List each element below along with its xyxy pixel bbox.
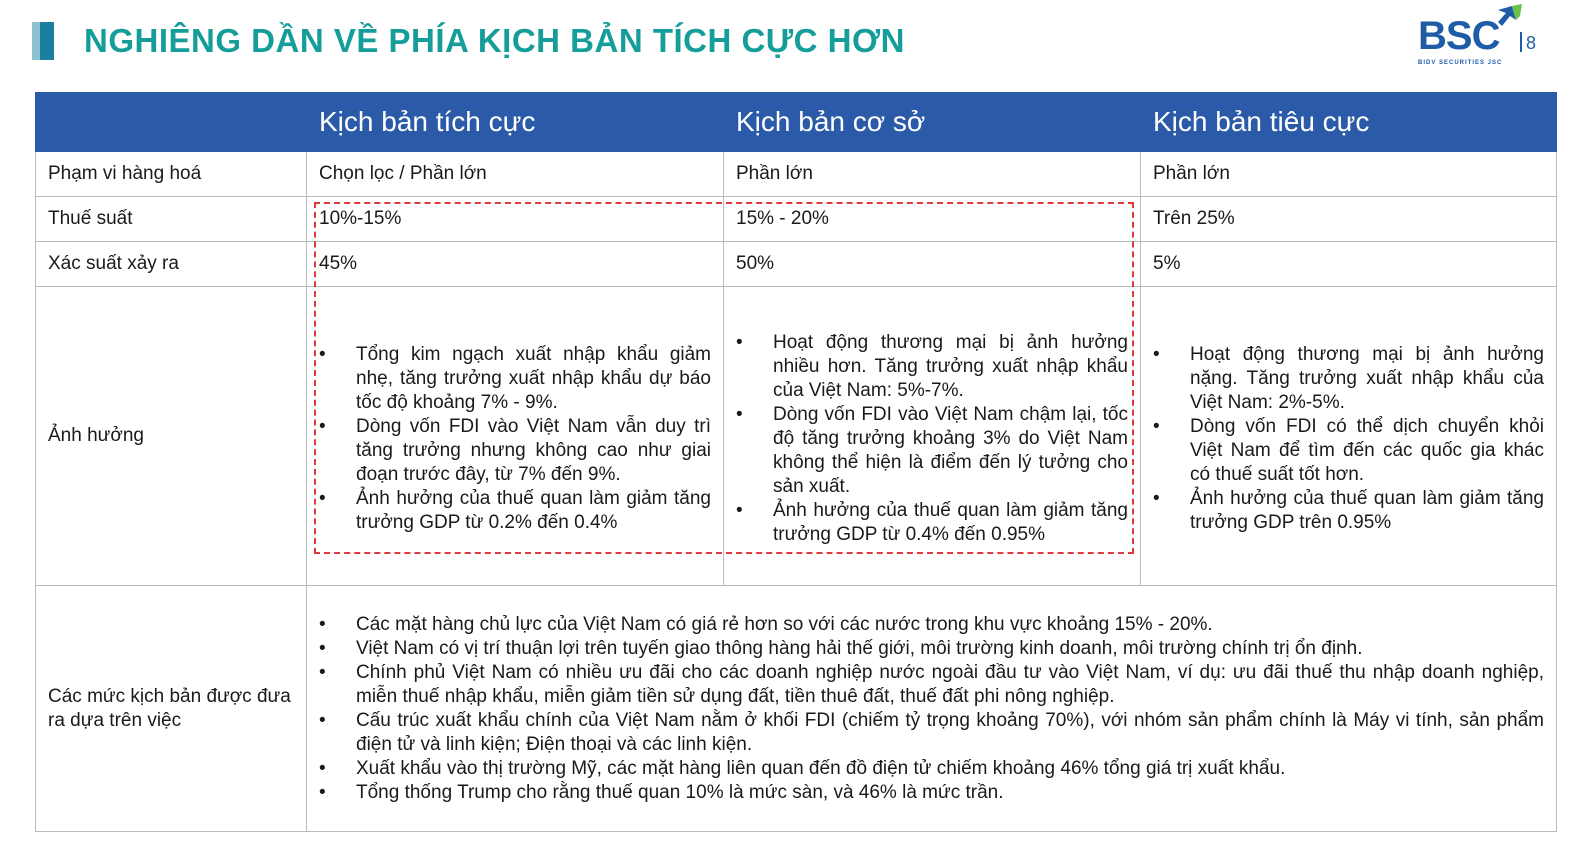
page-number xyxy=(1520,32,1536,54)
impact-negative-list xyxy=(1153,343,1544,535)
impact-base-list xyxy=(736,331,1128,547)
list-item: • Ảnh hưởng của thuế quan làm giảm tăng trưởng GDP từ 0.2% đến 0.4% xyxy=(319,487,711,535)
basis-list xyxy=(319,613,1544,805)
impact-positive-list xyxy=(319,343,711,535)
table-row-scope xyxy=(36,152,1557,197)
table-cell: 5% xyxy=(1141,242,1557,287)
list-item: • Tổng thống Trump cho rằng thuế quan 10% là mức sàn, và 46% là mức trần. xyxy=(319,781,1544,805)
impact-base-cell xyxy=(724,287,1141,586)
list-item: • Tổng kim ngạch xuất nhập khẩu giảm nhẹ, tăng trưởng xuất nhập khẩu dự báo tốc độ khoảng 7% - 9%. xyxy=(319,343,711,415)
row-label: Phạm vi hàng hoá xyxy=(36,152,307,197)
list-item: • Dòng vốn FDI vào Việt Nam chậm lại, tốc độ tăng trưởng khoảng 3% do Việt Nam không thể hiện là điểm đến lý tưởng cho sản xuất. xyxy=(736,403,1128,499)
row-label: Ảnh hưởng xyxy=(36,287,307,586)
table-cell: 10%-15% xyxy=(307,197,724,242)
table-cell: Phần lớn xyxy=(724,152,1141,197)
header-positive-scenario: Kịch bản tích cực xyxy=(307,93,724,152)
list-item: • Hoạt động thương mại bị ảnh hưởng nặng. Tăng trưởng xuất nhập khẩu của Việt Nam: 2%-5%. xyxy=(1153,343,1544,415)
list-item: • Các mặt hàng chủ lực của Việt Nam có giá rẻ hơn so với các nước trong khu vực khoảng 15% - 20%. xyxy=(319,613,1544,637)
table-cell: Chọn lọc / Phần lớn xyxy=(307,152,724,197)
header-base-scenario: Kịch bản cơ sở xyxy=(724,93,1141,152)
list-item: • Xuất khẩu vào thị trường Mỹ, các mặt hàng liên quan đến đồ điện tử chiếm khoảng 46% tổng giá trị xuất khẩu. xyxy=(319,757,1544,781)
impact-negative-cell xyxy=(1141,287,1557,586)
row-label: Các mức kịch bản được đưa ra dựa trên việc xyxy=(36,586,307,832)
logo-text: BSC xyxy=(1418,14,1500,58)
table-cell: 50% xyxy=(724,242,1141,287)
table-row-probability xyxy=(36,242,1557,287)
scenario-table xyxy=(35,92,1557,832)
list-item: • Ảnh hưởng của thuế quan làm giảm tăng trưởng GDP trên 0.95% xyxy=(1153,487,1544,535)
title-bar xyxy=(18,18,1318,64)
table-cell: Trên 25% xyxy=(1141,197,1557,242)
table-row-impact xyxy=(36,287,1557,586)
list-item: • Cấu trúc xuất khẩu chính của Việt Nam nằm ở khối FDI (chiếm tỷ trọng khoảng 70%), với nhóm sản phẩm chính là Máy vi tính, sản phẩm điện tử và linh kiện; Điện thoại và các linh kiện. xyxy=(319,709,1544,757)
list-item: • Hoạt động thương mại bị ảnh hưởng nhiều hơn. Tăng trưởng xuất nhập khẩu của Việt Nam: 5%-7%. xyxy=(736,331,1128,403)
page-number-value: 8 xyxy=(1526,33,1537,53)
basis-cell xyxy=(307,586,1557,832)
table-header-row xyxy=(36,93,1557,152)
list-item: • Ảnh hưởng của thuế quan làm giảm tăng trưởng GDP từ 0.4% đến 0.95% xyxy=(736,499,1128,547)
impact-positive-cell xyxy=(307,287,724,586)
logo-arrow-icon xyxy=(1490,4,1524,34)
list-item: • Chính phủ Việt Nam có nhiều ưu đãi cho các doanh nghiệp nước ngoài đầu tư vào Việt Nam, ví dụ: ưu đãi thuế thu nhập doanh nghiệp, miễn thuế nhập khẩu, miễn giảm tiền sử dụng đất, tiền thuê đất, thuế đất phi nông nghiệp. xyxy=(319,661,1544,709)
table-cell: Phần lớn xyxy=(1141,152,1557,197)
table-cell: 15% - 20% xyxy=(724,197,1141,242)
list-item: • Việt Nam có vị trí thuận lợi trên tuyến giao thông hàng hải thế giới, môi trường kinh doanh, môi trường chính trị ổn định. xyxy=(319,637,1544,661)
row-label: Thuế suất xyxy=(36,197,307,242)
header-negative-scenario: Kịch bản tiêu cực xyxy=(1141,93,1557,152)
header-cell-empty xyxy=(36,93,307,152)
row-label: Xác suất xảy ra xyxy=(36,242,307,287)
table-cell: 45% xyxy=(307,242,724,287)
table-row-tax-rate xyxy=(36,197,1557,242)
logo-subtitle: BIDV SECURITIES JSC xyxy=(1418,60,1503,66)
table-row-basis xyxy=(36,586,1557,832)
list-item: • Dòng vốn FDI có thể dịch chuyển khỏi Việt Nam để tìm đến các quốc gia khác có thuế suất tốt hơn. xyxy=(1153,415,1544,487)
page-title: NGHIÊNG DẦN VỀ PHÍA KỊCH BẢN TÍCH CỰC HƠN xyxy=(84,22,905,59)
title-accent-bar xyxy=(32,22,54,60)
list-item: • Dòng vốn FDI vào Việt Nam vẫn duy trì tăng trưởng nhưng không cao như giai đoạn trước đây, từ 7% đến 9%. xyxy=(319,415,711,487)
